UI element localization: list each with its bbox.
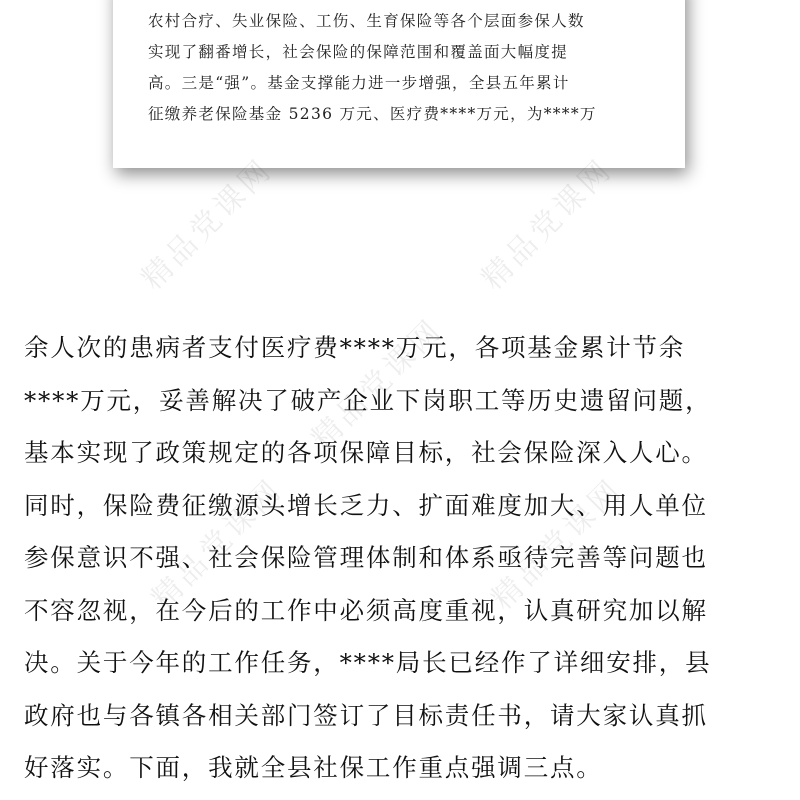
body-line: 同时，保险费征缴源头增长乏力、扩面难度加大、用人单位	[24, 490, 708, 520]
excerpt-line: 农村合疗、失业保险、工伤、生育保险等各个层面参保人数	[148, 12, 585, 30]
document-excerpt-card	[113, 0, 685, 168]
body-line: 政府也与各镇各相关部门签订了目标责任书，请大家认真抓	[24, 700, 708, 730]
body-line: 好落实。下面，我就全县社保工作重点强调三点。	[24, 753, 603, 782]
document-body	[24, 322, 784, 795]
body-line: 决。关于今年的工作任务，****局长已经作了详细安排，县	[24, 648, 712, 677]
watermark: 精品党课网	[134, 151, 280, 297]
body-line: 不容忽视，在今后的工作中必须高度重视，认真研究加以解	[24, 595, 708, 625]
excerpt-line: 高。三是“强”。基金支撑能力进一步增强，全县五年累计	[148, 74, 570, 92]
body-line: 余人次的患病者支付医疗费****万元，各项基金累计节余	[24, 333, 686, 362]
body-line: 参保意识不强、社会保险管理体制和体系亟待完善等问题也	[24, 543, 708, 572]
excerpt-line: 征缴养老保险基金 5236 万元、医疗费****万元，为****万	[148, 105, 597, 123]
watermark: 精品党课网	[484, 471, 630, 617]
body-line: 基本实现了政策规定的各项保障目标，社会保险深入人心。	[24, 438, 708, 467]
body-line: ****万元，妥善解决了破产企业下岗职工等历史遗留问题，	[24, 385, 712, 415]
watermark: 精品党课网	[304, 311, 450, 457]
excerpt-text	[148, 6, 648, 130]
excerpt-line: 实现了翻番增长，社会保险的保障范围和覆盖面大幅度提	[148, 43, 569, 61]
watermark: 精品党课网	[474, 151, 620, 297]
watermark: 精品党课网	[144, 471, 290, 617]
